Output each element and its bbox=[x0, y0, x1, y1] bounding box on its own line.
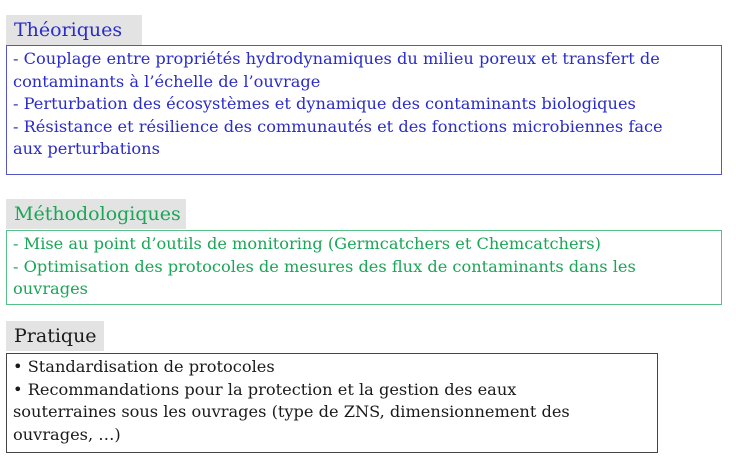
section-title-theoriques: Théoriques bbox=[6, 15, 142, 45]
text-line: contaminants à l’échelle de l’ouvrage bbox=[13, 71, 321, 91]
text-line: ouvrages, …) bbox=[13, 424, 121, 444]
section-box-pratique bbox=[6, 353, 658, 453]
section-title-pratique: Pratique bbox=[6, 321, 104, 351]
text-line: souterraines sous les ouvrages (type de ZNS, dimensionnement des bbox=[13, 402, 570, 421]
text-line: - Optimisation des protocoles de mesures des flux de contaminants dans les bbox=[13, 256, 636, 276]
text-line: - Perturbation des écosystèmes et dynamique des contaminants biologiques bbox=[13, 94, 636, 113]
section-box-theoriques bbox=[6, 45, 722, 175]
text-line: ouvrages bbox=[13, 279, 88, 298]
text-line: - Couplage entre propriétés hydrodynamiques du milieu poreux et transfert de bbox=[13, 49, 660, 68]
text-line: • Recommandations pour la protection et la gestion des eaux bbox=[13, 379, 517, 399]
section-title-methodologiques: Méthodologiques bbox=[6, 199, 186, 229]
text-line: • Standardisation de protocoles bbox=[13, 357, 275, 376]
text-line: - Mise au point d’outils de monitoring (Germcatchers et Chemcatchers) bbox=[13, 234, 601, 253]
text-line: aux perturbations bbox=[13, 139, 160, 158]
text-line: - Résistance et résilience des communautés et des fonctions microbiennes face bbox=[13, 116, 663, 136]
section-box-methodologiques bbox=[6, 230, 722, 305]
